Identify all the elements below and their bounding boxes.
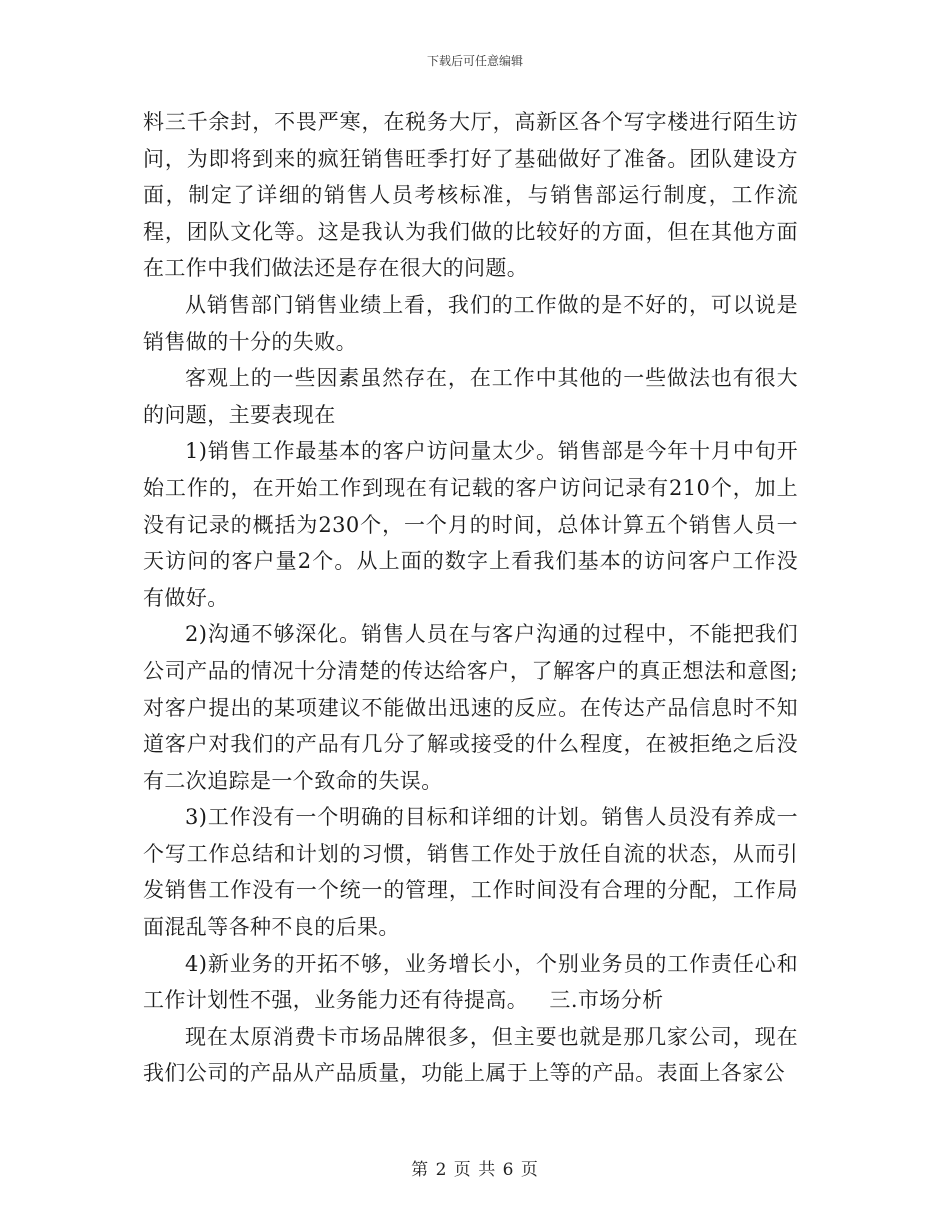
paragraph-continued: 料三千余封，不畏严寒，在税务大厅，高新区各个写字楼进行陌生访问，为即将到来的疯狂销售旺季打好了基础做好了准备。团队建设方面，制定了详细的销售人员考核标准，与销售部运行制度，工作流程，团队文化等。这是我认为我们做的比较好的方面，但在其他方面在工作中我们做法还是存在很大的问题。 [143, 110, 798, 281]
paragraph-sales-performance: 从销售部门销售业绩上看，我们的工作做的是不好的，可以说是销售做的十分的失败。 [143, 292, 798, 354]
document-body [143, 104, 798, 1092]
page-number: 第 2 页 共 6 页 [411, 1160, 539, 1180]
page-header-note: 下载后可任意编辑 [426, 54, 523, 68]
paragraph-item-4: 4)新业务的开拓不够，业务增长小，个别业务员的工作责任心和工作计划性不强，业务能力还有待提高。 三.市场分析 [143, 951, 798, 1013]
paragraph-market-analysis: 现在太原消费卡市场品牌很多，但主要也就是那几家公司，现在我们公司的产品从产品质量，功能上属于上等的产品。表面上各家公 [143, 1024, 798, 1086]
paragraph-item-3: 3)工作没有一个明确的目标和详细的计划。销售人员没有养成一个写工作总结和计划的习惯，销售工作处于放任自流的状态，从而引发销售工作没有一个统一的管理，工作时间没有合理的分配，工作局面混乱等各种不良的后果。 [143, 805, 798, 940]
paragraph-item-2: 2)沟通不够深化。销售人员在与客户沟通的过程中，不能把我们公司产品的情况十分清楚的传达给客户，了解客户的真正想法和意图;对客户提出的某项建议不能做出迅速的反应。在传达产品信息时不知道客户对我们的产品有几分了解或接受的什么程度，在被拒绝之后没有二次追踪是一个致命的失误。 [143, 622, 798, 793]
paragraph-item-1: 1)销售工作最基本的客户访问量太少。销售部是今年十月中旬开始工作的，在开始工作到现在有记载的客户访问记录有210个，加上没有记录的概括为230个，一个月的时间，总体计算五个销售人员一天访问的客户量2个。从上面的数字上看我们基本的访问客户工作没有做好。 [143, 439, 798, 610]
paragraph-objective-factors: 客观上的一些因素虽然存在，在工作中其他的一些做法也有很大的问题，主要表现在 [143, 366, 798, 427]
